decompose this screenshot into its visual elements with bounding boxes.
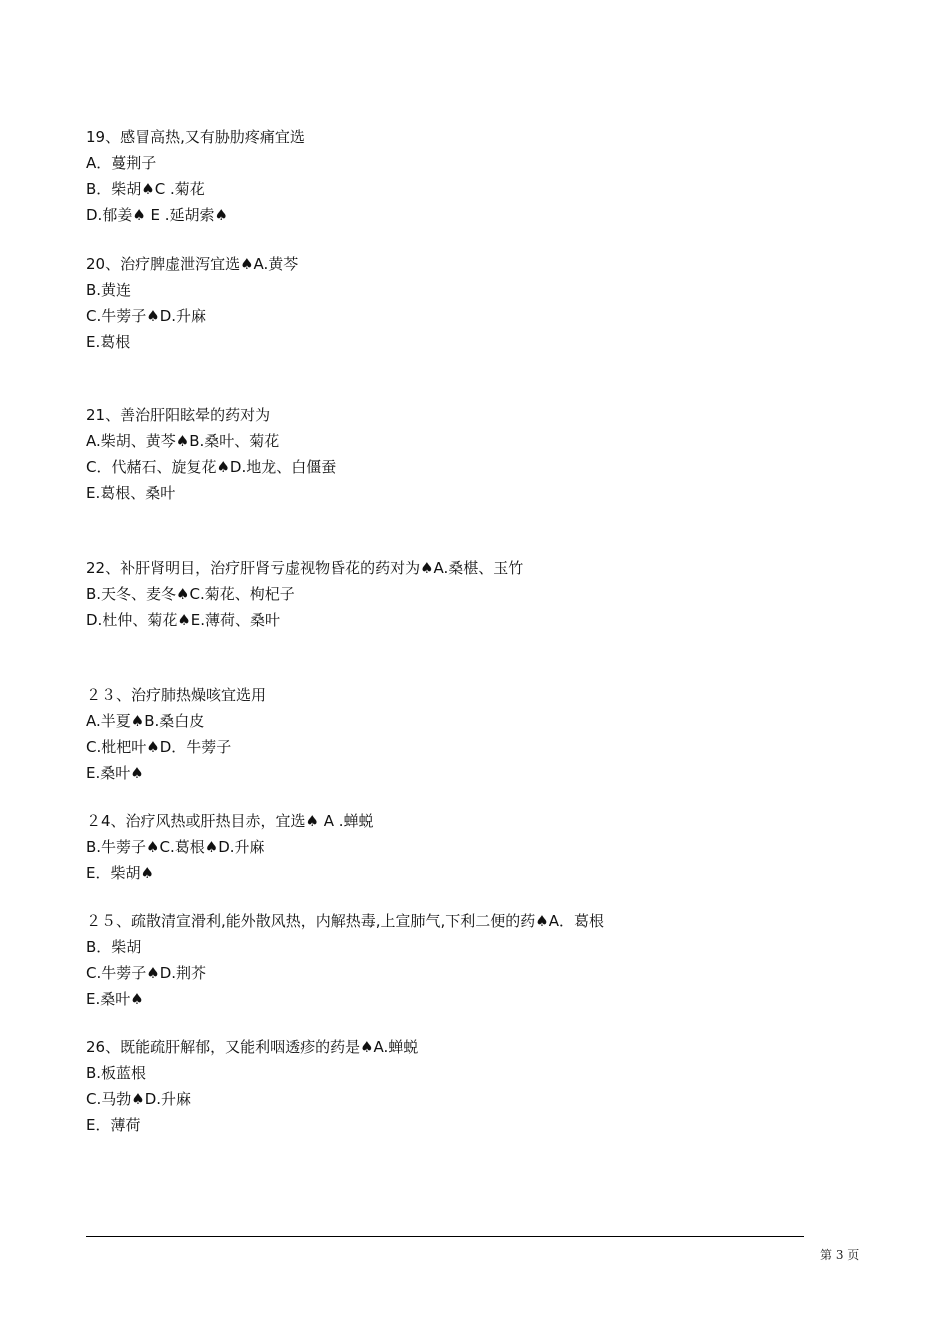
answer-option: E.葛根、桑叶 — [86, 484, 176, 502]
question-22 — [86, 555, 846, 633]
answer-option: D.郁姜♠ E .延胡索♠ — [86, 206, 228, 224]
question-stem: ２4、治疗风热或肝热目赤，宜选♠ A .蝉蜕 — [86, 812, 374, 830]
answer-option: E.桑叶♠ — [86, 990, 144, 1008]
question-21 — [86, 402, 846, 506]
question-26 — [86, 1034, 846, 1138]
answer-option: C.牛蒡子♠D.升麻 — [86, 307, 207, 325]
question-stem: 26、既能疏肝解郁，又能利咽透疹的药是♠A.蝉蜕 — [86, 1038, 419, 1056]
question-20 — [86, 251, 846, 355]
page-number: 第 3 页 — [820, 1248, 860, 1262]
answer-option: E．薄荷 — [86, 1116, 141, 1134]
question-stem: 21、善治肝阳眩晕的药对为 — [86, 406, 271, 424]
answer-option: A.柴胡、黄芩♠B.桑叶、菊花 — [86, 432, 280, 450]
question-stem: 22、补肝肾明目，治疗肝肾亏虚视物昏花的药对为♠A.桑椹、玉竹 — [86, 559, 524, 577]
answer-option: B.黄连 — [86, 281, 132, 299]
question-19 — [86, 124, 846, 228]
question-24 — [86, 808, 846, 886]
footer-divider — [86, 1236, 804, 1237]
answer-option: D.杜仲、菊花♠E.薄荷、桑叶 — [86, 611, 281, 629]
question-stem: 20、治疗脾虚泄泻宜选♠A.黄芩 — [86, 255, 299, 273]
answer-option: C.牛蒡子♠D.荆芥 — [86, 964, 207, 982]
answer-option: A．蔓荆子 — [86, 154, 157, 172]
answer-option: C.枇杷叶♠D．牛蒡子 — [86, 738, 232, 756]
question-23 — [86, 682, 846, 786]
answer-option: C.马勃♠D.升麻 — [86, 1090, 192, 1108]
answer-option: C．代赭石、旋复花♠D.地龙、白僵蚕 — [86, 458, 337, 476]
question-25 — [86, 908, 846, 1012]
answer-option: B．柴胡♠C .菊花 — [86, 180, 205, 198]
answer-option: B.板蓝根 — [86, 1064, 147, 1082]
answer-option: B．柴胡 — [86, 938, 142, 956]
question-stem: ２５、疏散清宣滑利,能外散风热，内解热毒,上宣肺气,下利二便的药♠A．葛根 — [86, 912, 605, 930]
answer-option: E.桑叶♠ — [86, 764, 144, 782]
answer-option: B.牛蒡子♠C.葛根♠D.升麻 — [86, 838, 265, 856]
answer-option: E.葛根 — [86, 333, 131, 351]
answer-option: B.天冬、麦冬♠C.菊花、枸杞子 — [86, 585, 295, 603]
question-stem: ２３、治疗肺热燥咳宜选用 — [86, 686, 267, 704]
answer-option: A.半夏♠B.桑白皮 — [86, 712, 205, 730]
answer-option: E．柴胡♠ — [86, 864, 154, 882]
question-stem: 19、感冒高热,又有胁肋疼痛宜选 — [86, 128, 305, 146]
